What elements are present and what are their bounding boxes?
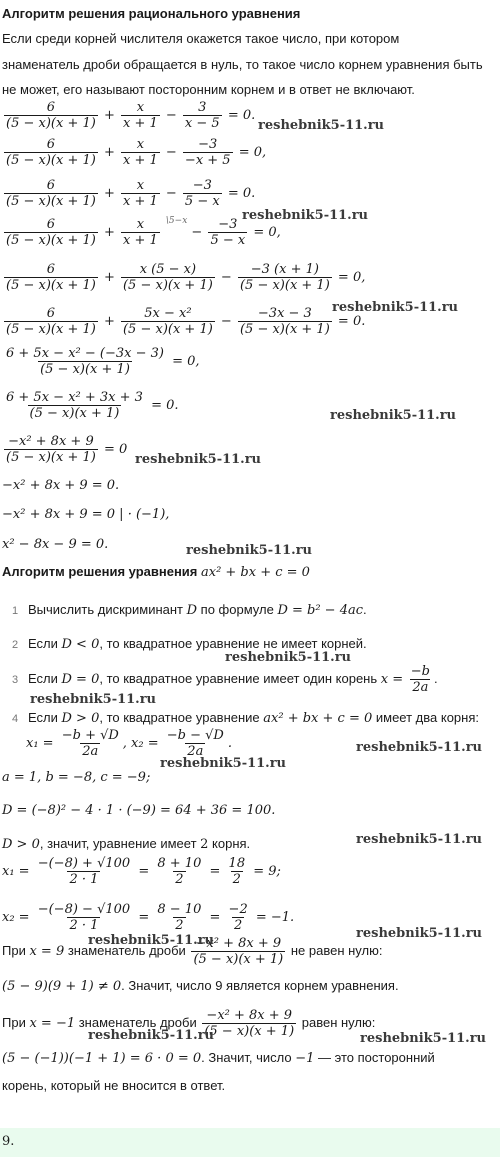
equation-line-3: $\frac{6}{(5 - x)(x + 1)}$ + $\frac{x}{x + 1}$ − $\frac{-3}{5 - x}$ = 0.	[6, 178, 256, 209]
check-root-minus1-result: (5 − (−1))(−1 + 1) = 6 · 0 = 0. Значит, число −1 — это посторонний	[2, 1050, 435, 1066]
watermark: reshebnik5-11.ru	[242, 208, 369, 223]
root-x2-line: x₂ = $\frac{-(-8) - √100}{2 \cdot 1}$ = $\frac{8 - 10}{2}$ = $\frac{-2}{2}$ = −1.	[2, 902, 295, 933]
root-x1-line: x₁ = $\frac{-(-8) + √100}{2 \cdot 1}$ = $\frac{8 + 10}{2}$ = $\frac{18}{2}$ = 9;	[2, 856, 281, 887]
equation-line-5: $\frac{6}{(5 - x)(x + 1)}$ + $\frac{x (5 - x)}{(5 - x)(x + 1)}$ − $\frac{-3 (x + 1)}{(5 - x)(x + 1)}$ = 0,	[6, 262, 366, 293]
watermark: reshebnik5-11.ru	[88, 933, 215, 948]
discriminant-positive-line: D > 0, значит, уравнение имеет 2 корня.	[2, 836, 251, 852]
equation-line-9: $\frac{\text{−x² + 8x + 9}}{(5 - x)(x + 1)}$ = 0	[6, 434, 128, 465]
intro-line-2: знаменатель дроби обращается в нуль, то такое число корнем уравнения быть	[2, 57, 483, 72]
watermark: reshebnik5-11.ru	[360, 1031, 487, 1046]
equation-line-6: $\frac{6}{(5 - x)(x + 1)}$ + $\frac{\text{5x − x²}}{(5 - x)(x + 1)}$ − $\frac{-3x - 3}{(5 - x)(x + 1)}$ = 0.	[6, 306, 366, 337]
watermark: reshebnik5-11.ru	[258, 118, 385, 133]
extraneous-root-note: корень, который не вносится в ответ.	[2, 1078, 226, 1093]
coefficients-line: a = 1, b = −8, c = −9;	[2, 770, 151, 785]
equation-line-1: $\frac{6}{(5 - x)(x + 1)}$ + $\frac{x}{x + 1}$ − $\frac{3}{x - 5}$ = 0.	[6, 100, 256, 131]
watermark: reshebnik5-11.ru	[356, 740, 483, 755]
algorithm-item-2: 2 Если D < 0, то квадратное уравнение не имеет корней.	[11, 636, 367, 652]
watermark: reshebnik5-11.ru	[225, 650, 352, 665]
equation-line-2: $\frac{6}{(5 - x)(x + 1)}$ + $\frac{x}{x + 1}$ − $\frac{-3}{-x + 5}$ = 0,	[6, 137, 267, 168]
answer-value: 9.	[2, 1134, 15, 1149]
watermark: reshebnik5-11.ru	[160, 756, 287, 771]
equation-line-12: x² − 8x − 9 = 0.	[2, 537, 109, 552]
discriminant-line: D = (−8)² − 4 · 1 · (−9) = 64 + 36 = 100.	[2, 803, 276, 818]
watermark: reshebnik5-11.ru	[88, 1028, 215, 1043]
intro-line-3: не может, его называют посторонним корнем и в ответ не включают.	[2, 82, 415, 97]
equation-line-8: $\frac{\text{6 + 5x − x² + 3x + 3}}{(5 - x)(x + 1)}$ = 0.	[6, 390, 179, 421]
algorithm-title: Алгоритм решения уравнения ax² + bx + c = 0	[2, 564, 310, 580]
equation-line-11: −x² + 8x + 9 = 0 | · (−1),	[2, 507, 170, 522]
roots-formula: x₁ = $\frac{-b + √D}{2a}$ , x₂ = $\frac{-b - √D}{2a}$ .	[26, 728, 232, 759]
watermark: reshebnik5-11.ru	[356, 926, 483, 941]
answer-box	[0, 1128, 500, 1157]
check-root-minus1-line: При x = −1 знаменатель дроби $\frac{\text{−x² + 8x + 9}}{(5 - x)(x + 1)}$ равен нулю:	[2, 1008, 376, 1039]
watermark: reshebnik5-11.ru	[356, 832, 483, 847]
watermark: reshebnik5-11.ru	[332, 300, 459, 315]
algorithm-item-4: 4 Если D > 0, то квадратное уравнение ax² + bx + c = 0 имеет два корня:	[11, 710, 479, 726]
equation-line-10: −x² + 8x + 9 = 0.	[2, 478, 120, 493]
equation-line-7: $\frac{\text{6 + 5x − x² − (−3x − 3)}}{(5 - x)(x + 1)}$ = 0,	[6, 346, 200, 377]
algorithm-item-3: 3 Если D = 0, то квадратное уравнение имеет один корень x = $\frac{-b}{2a}$ .	[11, 664, 438, 695]
check-root-9-line: При x = 9 знаменатель дроби $\frac{\text{−x² + 8x + 9}}{(5 - x)(x + 1)}$ не равен нулю:	[2, 936, 383, 967]
watermark: reshebnik5-11.ru	[330, 408, 457, 423]
watermark: reshebnik5-11.ru	[186, 543, 313, 558]
equation-line-4: $\frac{6}{(5 - x)(x + 1)}$ + $\frac{x}{x + 1}$ $^{\backslash 5-x}$ − $\frac{-3}{5 - x}$ = 0,	[6, 215, 281, 248]
intro-line-1: Если среди корней числителя окажется такое число, при котором	[2, 31, 400, 46]
check-root-9-result: (5 − 9)(9 + 1) ≠ 0. Значит, число 9 является корнем уравнения.	[2, 978, 399, 994]
algorithm-item-1: 1 Вычислить дискриминант D по формуле D = b² − 4ac.	[11, 602, 367, 618]
watermark: reshebnik5-11.ru	[135, 452, 262, 467]
watermark: reshebnik5-11.ru	[30, 692, 157, 707]
page-title: Алгоритм решения рационального уравнения	[2, 6, 301, 21]
